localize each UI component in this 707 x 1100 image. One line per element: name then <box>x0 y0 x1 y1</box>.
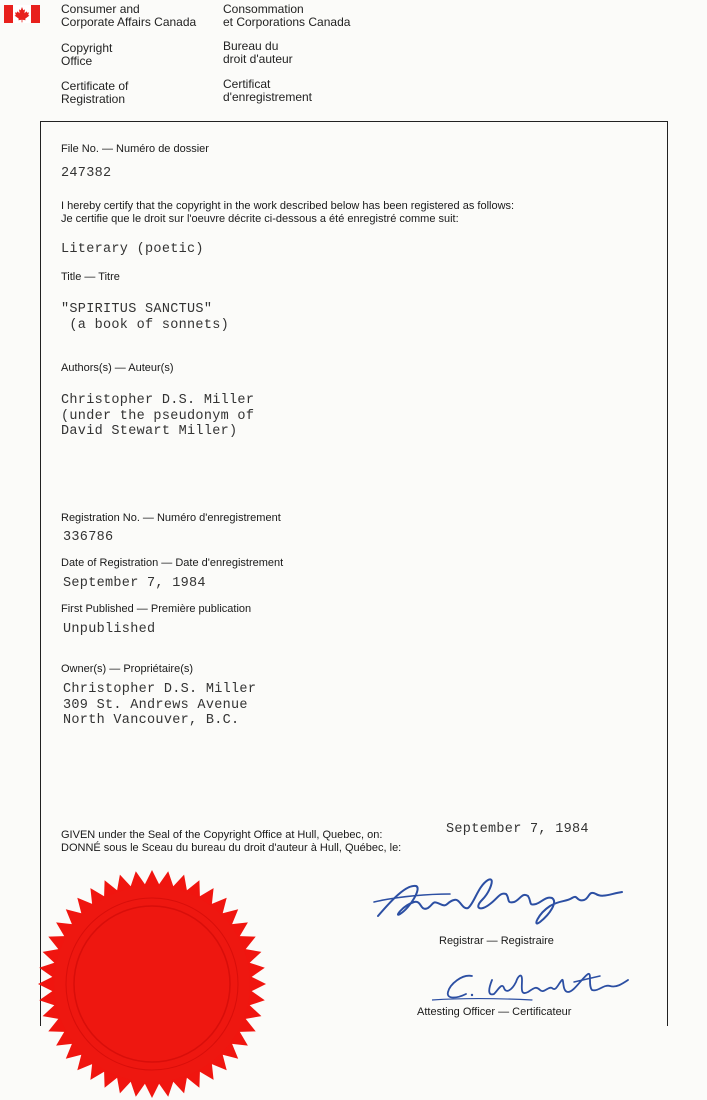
office-name-fr: Bureau du droit d'auteur <box>223 39 293 66</box>
title-value: "SPIRITUS SANCTUS" (a book of sonnets) <box>61 302 230 333</box>
registrar-caption: Registrar — Registraire <box>439 935 554 947</box>
title-label: Title — Titre <box>61 271 120 283</box>
document-type-fr: Certificat d'enregistrement <box>223 77 313 104</box>
file-number-label: File No. — Numéro de dossier <box>61 143 209 155</box>
authors-value: Christopher D.S. Miller (under the pseudonym of David Stewart Miller) <box>61 393 255 439</box>
attesting-officer-signature <box>432 962 642 1006</box>
given-statement: GIVEN under the Seal of the Copyright Office at Hull, Quebec, on: DONNÉ sous le Sceau du bureau du droit d'auteur à Hull, Québec, le: <box>61 829 402 854</box>
department-name-fr: Consommation et Corporations Canada <box>223 2 351 29</box>
first-published-value: Unpublished <box>63 622 156 637</box>
authors-label: Authors(s) — Auteur(s) <box>61 362 174 374</box>
registration-number-value: 336786 <box>63 530 114 545</box>
given-date-value: September 7, 1984 <box>446 822 589 837</box>
owners-label: Owner(s) — Propriétaire(s) <box>61 663 194 675</box>
file-number-value: 247382 <box>61 166 112 181</box>
registration-date-value: September 7, 1984 <box>63 576 206 591</box>
official-seal <box>36 868 268 1100</box>
canada-flag-icon <box>4 5 40 23</box>
attesting-officer-caption: Attesting Officer — Certificateur <box>417 1006 572 1018</box>
department-name-en: Consumer and Corporate Affairs Canada <box>61 2 197 29</box>
document-type-en: Certificate of Registration <box>61 79 129 106</box>
registration-date-label: Date of Registration — Date d'enregistrement <box>61 557 284 569</box>
work-category-value: Literary (poetic) <box>61 242 204 257</box>
first-published-label: First Published — Première publication <box>61 603 252 615</box>
office-name-en: Copyright Office <box>61 41 113 68</box>
registration-number-label: Registration No. — Numéro d'enregistrement <box>61 512 281 524</box>
certify-statement: I hereby certify that the copyright in the work described below has been registered as follows: Je certifie que le droit sur l'oeuvre décrite ci-dessous a été enregistré comme suit: <box>61 200 515 225</box>
owners-value: Christopher D.S. Miller 309 St. Andrews Avenue North Vancouver, B.C. <box>63 682 257 728</box>
registrar-signature <box>370 872 640 930</box>
